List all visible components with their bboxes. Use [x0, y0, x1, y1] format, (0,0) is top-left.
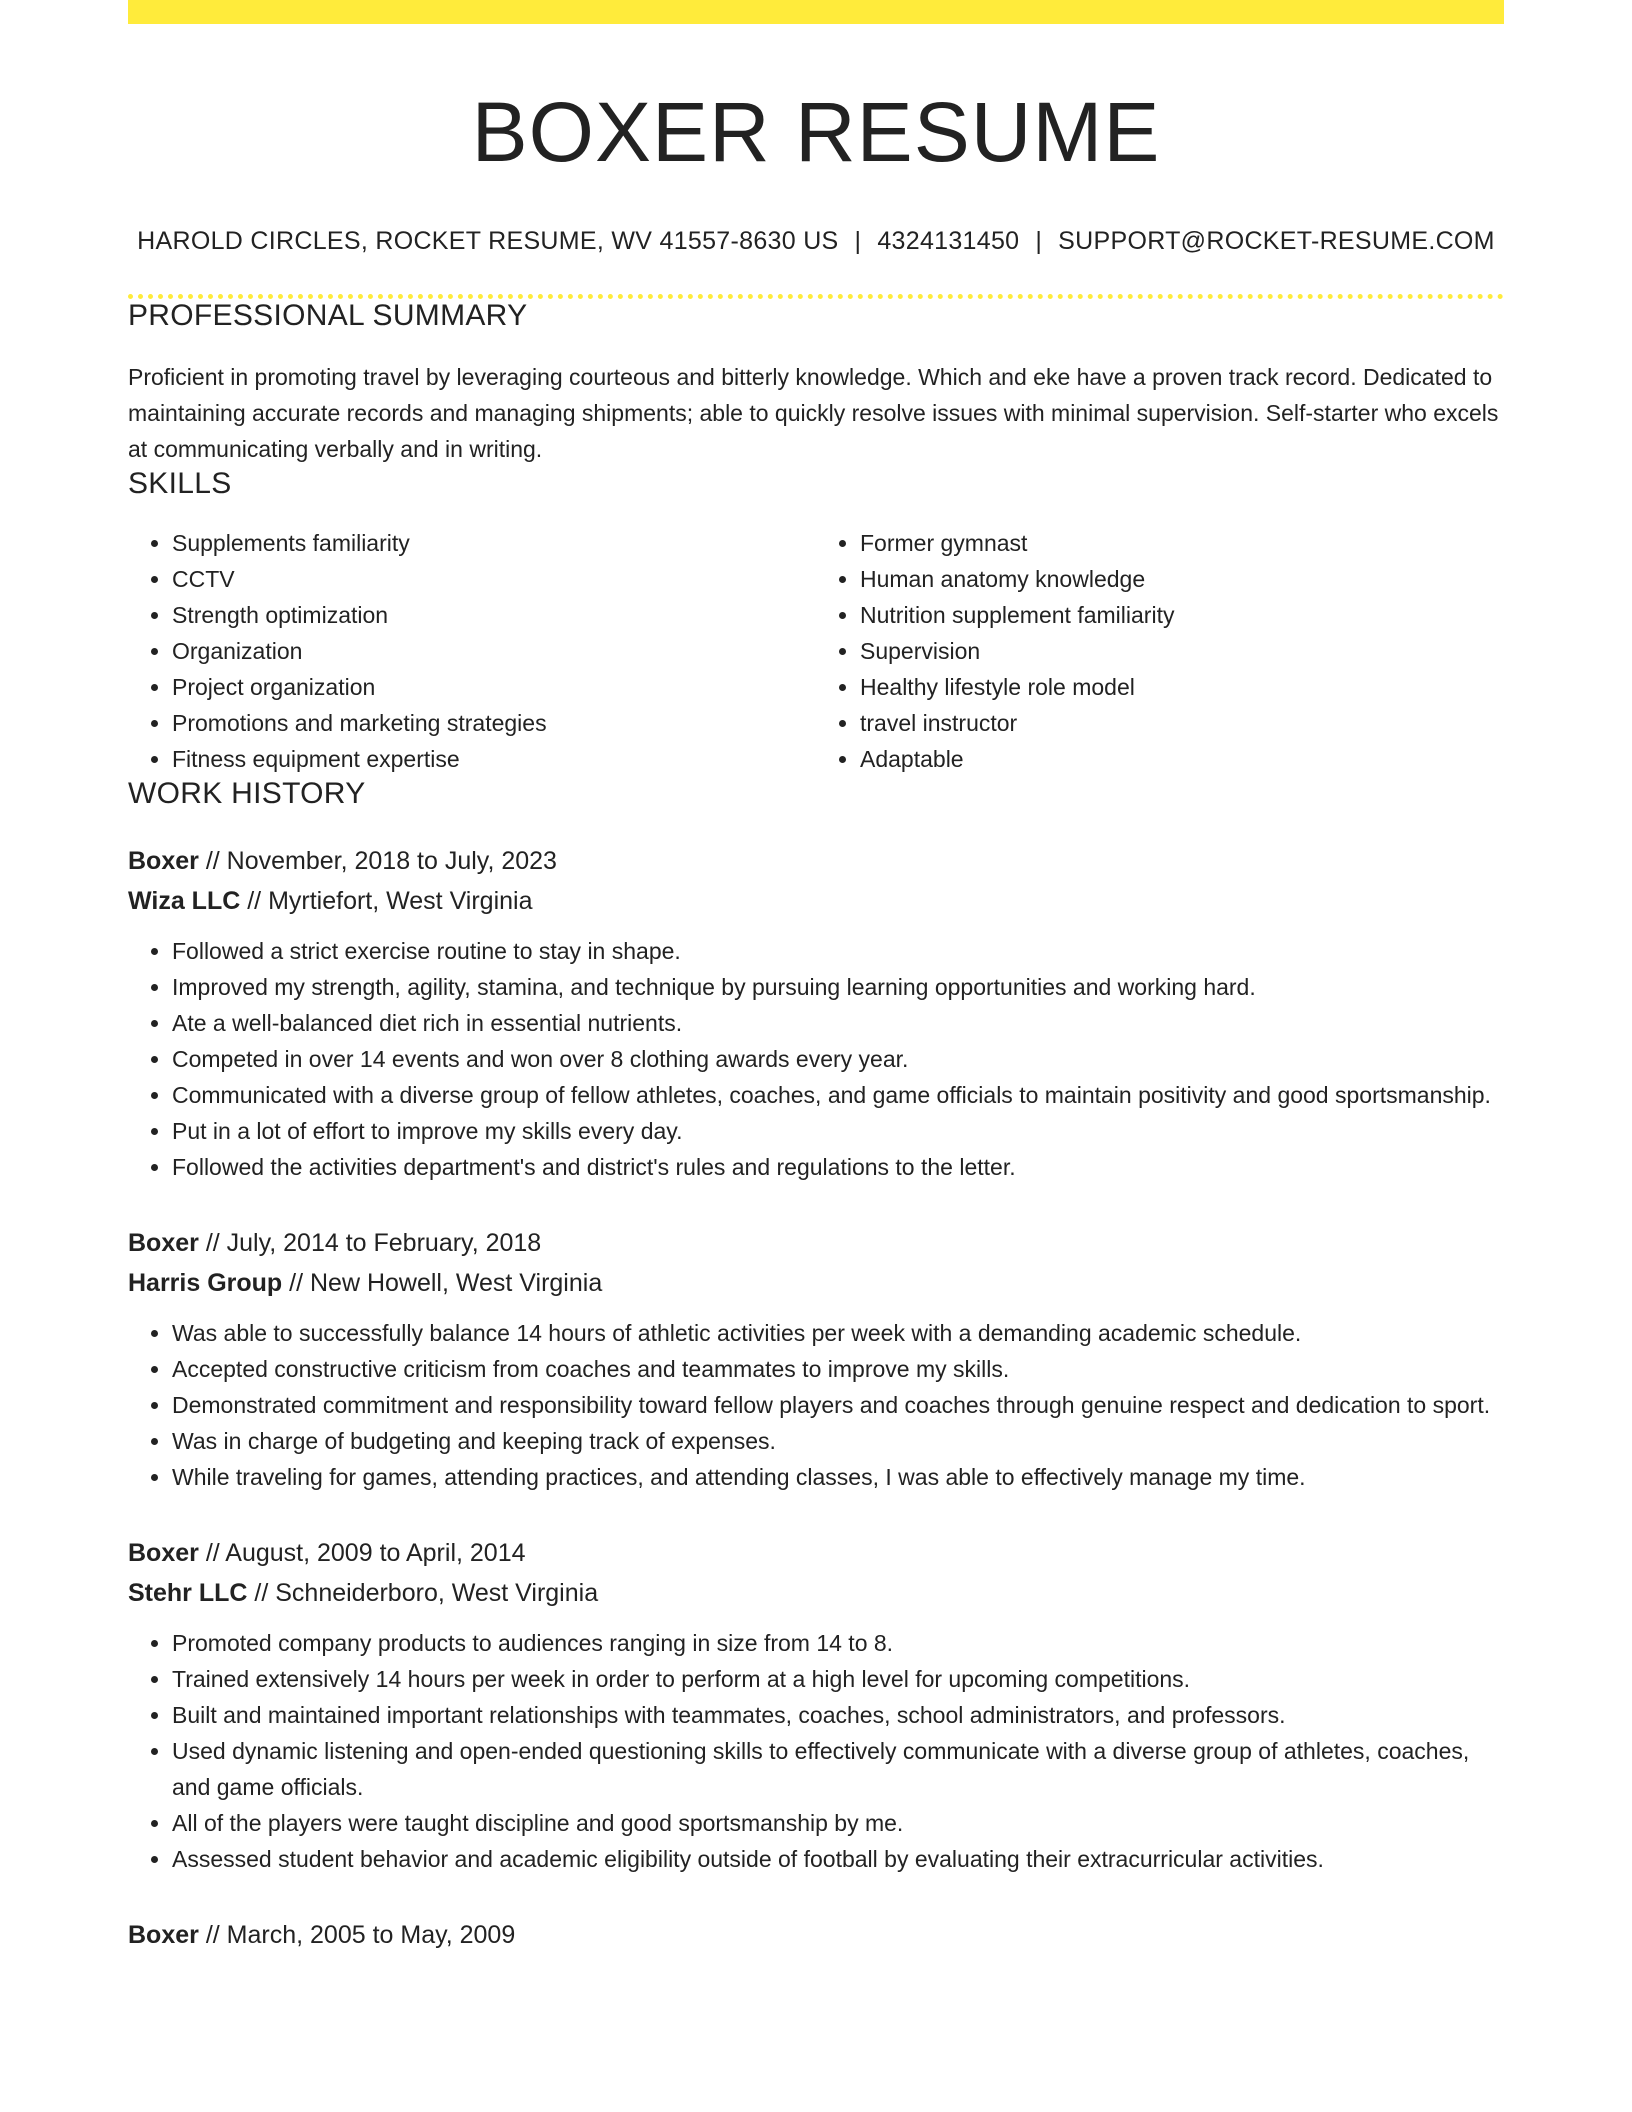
job-bullet: • Improved my strength, agility, stamina, and technique by pursuing learning opportunities and working hard. [172, 969, 1504, 1005]
skill-item: • Former gymnast [860, 525, 1504, 561]
contact-line [128, 227, 1504, 256]
skill-item: • Human anatomy knowledge [860, 561, 1504, 597]
job-bullet: • Demonstrated commitment and responsibility toward fellow players and coaches through genuine respect and dedication to sport. [172, 1387, 1504, 1423]
skill-item: • Nutrition supplement familiarity [860, 597, 1504, 633]
job-company-line [128, 1573, 1504, 1613]
job-dates: // August, 2009 to April, 2014 [198, 1538, 526, 1567]
contact-email: SUPPORT@ROCKET-RESUME.COM [1058, 226, 1495, 255]
job-company: Stehr LLC [128, 1578, 248, 1607]
job-role: Boxer [128, 1920, 199, 1949]
job-bullet: • Promoted company products to audiences ranging in size from 14 to 8. [172, 1625, 1504, 1661]
job-location: // New Howell, West Virginia [282, 1268, 603, 1297]
job-bullets [128, 1625, 1504, 1877]
job-location: // Myrtiefort, West Virginia [240, 886, 533, 915]
resume-title: BOXER RESUME [471, 85, 1161, 179]
summary-text: Proficient in promoting travel by leveraging courteous and bitterly knowledge. Which and eke have a proven track record. Dedicated to maintaining accurate records and managing shipments; able to quickly resolve issues with minimal supervision. Self-starter who excels at communicating verbally and in writing. [128, 363, 1499, 462]
job-bullet: • All of the players were taught discipline and good sportsmanship by me. [172, 1805, 1504, 1841]
skill-item: • Adaptable [860, 741, 1504, 777]
job-bullet: • Accepted constructive criticism from coaches and teammates to improve my skills. [172, 1351, 1504, 1387]
skill-item: • Project organization [172, 669, 816, 705]
job-bullet: • Trained extensively 14 hours per week in order to perform at a high level for upcoming competitions. [172, 1661, 1504, 1697]
job-bullet: • Followed a strict exercise routine to stay in shape. [172, 933, 1504, 969]
skill-item: • Fitness equipment expertise [172, 741, 816, 777]
job-entry [128, 841, 1504, 1185]
job-bullet: • Communicated with a diverse group of fellow athletes, coaches, and game officials to maintain positivity and good sportsmanship. [172, 1077, 1504, 1113]
summary-heading: PROFESSIONAL SUMMARY [128, 298, 528, 332]
job-dates: // July, 2014 to February, 2018 [198, 1228, 542, 1257]
skill-item: • Supplements familiarity [172, 525, 816, 561]
job-bullet: • Put in a lot of effort to improve my skills every day. [172, 1113, 1504, 1149]
skill-item: • Healthy lifestyle role model [860, 669, 1504, 705]
contact-address: HAROLD CIRCLES, ROCKET RESUME, WV 41557-8630 US [137, 226, 839, 255]
job-role: Boxer [128, 1538, 199, 1567]
job-role: Boxer [128, 1228, 199, 1257]
work-history-heading: WORK HISTORY [128, 776, 366, 810]
skill-item: • Strength optimization [172, 597, 816, 633]
job-entry [128, 1533, 1504, 1877]
job-entry [128, 1915, 1504, 1955]
top-accent-bar [128, 0, 1504, 24]
job-bullet: • Was in charge of budgeting and keeping track of expenses. [172, 1423, 1504, 1459]
job-company-line [128, 1263, 1504, 1303]
skills-list-left [128, 525, 816, 777]
skill-item: • CCTV [172, 561, 816, 597]
job-dates: // March, 2005 to May, 2009 [198, 1920, 516, 1949]
job-company: Harris Group [128, 1268, 283, 1297]
skills-heading: SKILLS [128, 466, 232, 500]
job-bullet: • Assessed student behavior and academic eligibility outside of football by evaluating their extracurricular activities. [172, 1841, 1504, 1877]
skill-item: • Supervision [860, 633, 1504, 669]
job-location: // Schneiderboro, West Virginia [247, 1578, 599, 1607]
job-bullets [128, 1315, 1504, 1495]
skills-columns [128, 525, 1504, 777]
skill-item: • travel instructor [860, 705, 1504, 741]
job-bullets [128, 933, 1504, 1185]
contact-separator: | [854, 226, 862, 255]
job-company-line [128, 881, 1504, 921]
contact-separator: | [1035, 226, 1043, 255]
skills-list-right [816, 525, 1504, 777]
job-bullet: • Competed in over 14 events and won over 8 clothing awards every year. [172, 1041, 1504, 1077]
contact-phone: 4324131450 [877, 226, 1020, 255]
job-role-line [128, 1915, 1504, 1955]
job-bullet: • Used dynamic listening and open-ended questioning skills to effectively communicate with a diverse group of athletes, coaches, and game officials. [172, 1733, 1504, 1805]
skill-item: • Promotions and marketing strategies [172, 705, 816, 741]
job-bullet: • While traveling for games, attending practices, and attending classes, I was able to effectively manage my time. [172, 1459, 1504, 1495]
job-bullet: • Followed the activities department's and district's rules and regulations to the letter. [172, 1149, 1504, 1185]
job-bullet: • Was able to successfully balance 14 hours of athletic activities per week with a demanding academic schedule. [172, 1315, 1504, 1351]
job-dates: // November, 2018 to July, 2023 [198, 846, 557, 875]
job-company: Wiza LLC [128, 886, 241, 915]
job-entry [128, 1223, 1504, 1495]
job-role-line [128, 1223, 1504, 1263]
skill-item: • Organization [172, 633, 816, 669]
job-bullet: • Built and maintained important relationships with teammates, coaches, school administrators, and professors. [172, 1697, 1504, 1733]
job-role-line [128, 1533, 1504, 1573]
job-role-line [128, 841, 1504, 881]
resume-page [128, 0, 1504, 1955]
job-bullet: • Ate a well-balanced diet rich in essential nutrients. [172, 1005, 1504, 1041]
job-role: Boxer [128, 846, 199, 875]
